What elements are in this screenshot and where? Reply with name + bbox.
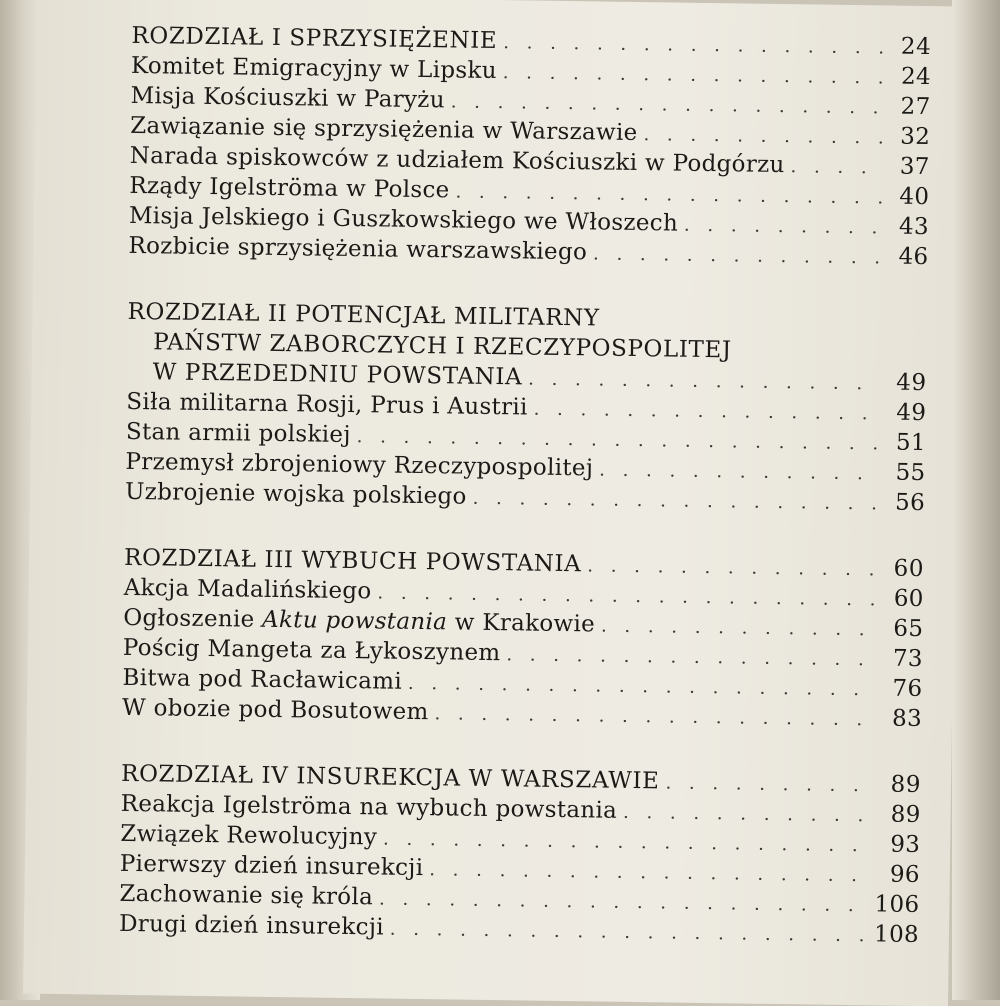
- page-number: 46: [898, 243, 929, 271]
- page-number: 55: [895, 459, 926, 487]
- chapter-heading-line: PAŃSTW ZABORCZYCH I RZECZYPOSPOLITEJ: [152, 329, 732, 364]
- chapter-title: W PRZEDEDNIU POWSTANIA: [152, 359, 523, 391]
- entry-title-pre: Ogłoszenie: [123, 604, 263, 633]
- entry-title: [123, 605, 595, 638]
- leader-dots: [684, 215, 883, 239]
- page-number: 27: [900, 93, 931, 121]
- entry-title: Narada spiskowców z udziałem Kościuszki w Podgórzu: [129, 142, 785, 179]
- page-number: 49: [896, 369, 927, 397]
- leader-dots: [408, 673, 877, 701]
- leader-dots: [623, 802, 875, 827]
- entry-title: W obozie pod Bosutowem: [121, 694, 429, 726]
- entry-title: Akcja Madalińskiego: [123, 574, 372, 605]
- page-number: 60: [893, 585, 924, 613]
- page-number: 96: [889, 861, 920, 889]
- entry-title: Bitwa pod Racławicami: [122, 664, 403, 695]
- page-number: 73: [892, 645, 924, 673]
- leader-dots: [429, 859, 874, 886]
- page-number: 49: [896, 399, 927, 427]
- entry-title: Związek Rewolucyjny: [120, 820, 378, 851]
- entry-title: Komitet Emigracyjny w Lipsku: [130, 52, 497, 85]
- table-of-contents: [118, 23, 931, 988]
- book-page: [23, 0, 962, 1006]
- page-number: 24: [900, 33, 932, 61]
- leader-dots: [601, 616, 878, 641]
- leader-dots: [587, 555, 878, 580]
- leader-dots: [357, 426, 880, 454]
- leader-dots: [503, 62, 885, 88]
- page-number: 60: [893, 555, 925, 583]
- entry-title: Uzbrojenie wojska polskiego: [124, 478, 467, 510]
- entry-title: Zawiązanie się sprzysiężenia w Warszawie: [130, 112, 638, 146]
- entry-title: Przemysł zbrojeniowy Rzeczypospolitej: [125, 448, 594, 482]
- page-number: 37: [899, 153, 930, 181]
- chapter-title: ROZDZIAŁ III WYBUCH POWSTANIA: [123, 544, 582, 578]
- page-number: 89: [890, 801, 921, 829]
- leader-dots: [377, 582, 877, 610]
- page-number: 40: [899, 183, 930, 211]
- chapter-title: ROZDZIAŁ I SPRZYSIĘŻENIE: [131, 22, 498, 55]
- page-number: 108: [873, 921, 920, 948]
- page-number: 24: [900, 63, 932, 91]
- leader-dots: [434, 703, 876, 730]
- entry-title-post: w Krakowie: [446, 609, 596, 638]
- page-number: 93: [890, 831, 921, 859]
- page-number: 32: [900, 123, 931, 151]
- entry-title: Pierwszy dzień insurekcji: [119, 850, 424, 882]
- leader-dots: [665, 772, 875, 796]
- leader-dots: [593, 243, 883, 268]
- entry-title: Siła militarna Rosji, Prus i Austrii: [126, 388, 528, 421]
- page-number: 43: [898, 213, 930, 241]
- page-number: 51: [895, 429, 927, 457]
- page-number: 83: [891, 705, 923, 733]
- chapter-4: [119, 761, 921, 952]
- entry-title: Reakcja Igelströma na wybuch powstania: [120, 790, 618, 824]
- chapter-heading-line: ROZDZIAŁ II POTENCJAŁ MILITARNY: [127, 298, 600, 332]
- leader-dots: [790, 156, 883, 178]
- chapter-2: [125, 299, 928, 520]
- leader-dots: [599, 459, 879, 484]
- chapter-1: [128, 23, 931, 274]
- entry-title-italic: Aktu powstania: [261, 606, 448, 636]
- leader-dots: [383, 829, 874, 857]
- page-number: 106: [874, 891, 920, 918]
- leader-dots: [528, 368, 881, 394]
- page-number: 56: [894, 489, 926, 517]
- entry-title: Stan armii polskiej: [125, 418, 351, 449]
- leader-dots: [379, 888, 869, 916]
- entry-title: Misja Jelskiego i Guszkowskiego we Włoszech: [128, 202, 679, 237]
- leader-dots: [534, 399, 881, 425]
- entry-title: Rządy Igelströma w Polsce: [129, 172, 450, 204]
- right-page-edge: [952, 0, 1000, 1000]
- leader-dots: [503, 32, 885, 58]
- page-number: 89: [890, 771, 922, 799]
- entry-title: Misja Kościuszki w Paryżu: [130, 82, 445, 114]
- page-number: 65: [893, 615, 924, 643]
- entry-title: Rozbicie sprzysiężenia warszawskiego: [128, 232, 588, 266]
- entry-title: Zachowanie się króla: [119, 880, 374, 911]
- leader-dots: [473, 488, 880, 515]
- leader-dots: [455, 181, 883, 208]
- leader-dots: [506, 644, 877, 670]
- leader-dots: [451, 91, 885, 118]
- leader-dots: [390, 919, 869, 947]
- page-number: 76: [892, 675, 923, 703]
- chapter-title: ROZDZIAŁ IV INSUREKCJA W WARSZAWIE: [120, 760, 660, 795]
- entry-title: Pościg Mangeta za Łykoszynem: [122, 634, 501, 667]
- entry-title: Drugi dzień insurekcji: [118, 910, 385, 941]
- leader-dots: [643, 124, 884, 148]
- chapter-3: [122, 545, 924, 736]
